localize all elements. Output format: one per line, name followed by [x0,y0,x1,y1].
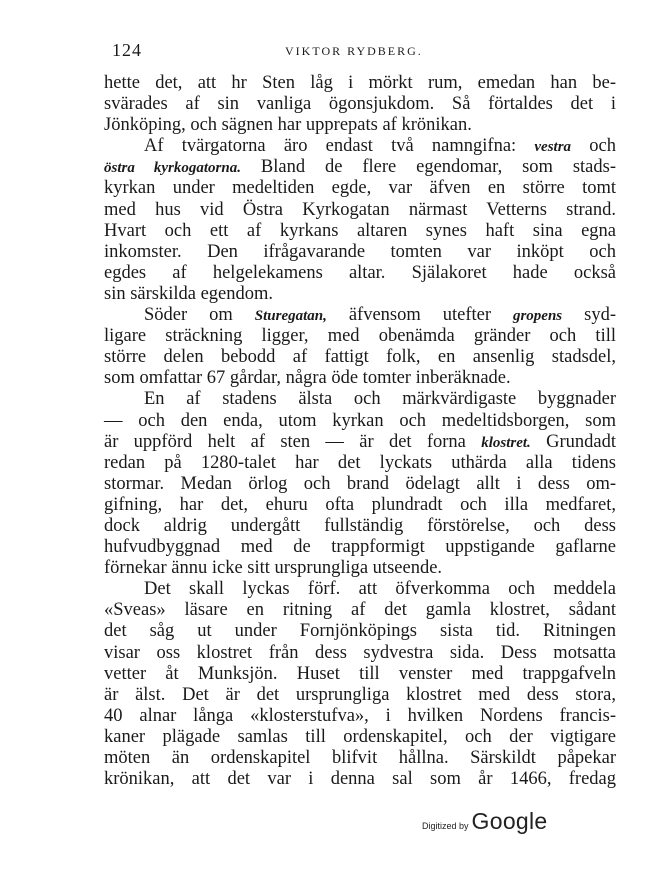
text-line: Det skall lyckas förf. att öfverkomma och meddela [144,579,616,600]
text-line: Söder om Sturegatan, äfvensom utefter gropens syd- [144,305,616,326]
text-line: gifning, har det, ehuru ofta plundradt och illa medfaret, [104,494,616,515]
text-line: hette det, att hr Sten låg i mörkt rum, emedan han be- [104,73,616,93]
text-line: möten än ordenskapitel blifvit hållna. Särskildt påpekar [104,748,616,768]
text-line: förnekar ännu icke sitt ursprungliga utseende. [104,558,443,579]
text-line: inkomster. Den ifrågavarande tomten var inköpt och [104,241,616,262]
emphasis: klostret. [481,434,531,451]
text-line: — och den enda, utom kyrkan och medeltidsborgen, som [104,410,616,431]
text-line: med hus vid Östra Kyrkogatan närmast Vetterns strand. [104,199,616,220]
text-line: östra kyrkogatorna. Bland de flere egendomar, som stads- [104,157,616,178]
text-line: visar oss klostret från dess sydvestra sida. Dess motsatta [104,642,616,663]
text-line: hufvudbyggnad med de trappformigt uppstigande gaflarne [104,537,616,558]
page-number: 124 [112,40,142,60]
google-wordmark: Google [471,808,548,834]
digitized-by-label: Digitized by [422,821,469,831]
text-line: större delen bebodd af fattigt folk, en ansenlig stadsdel, [104,347,616,368]
emphasis: Sturegatan, [254,308,327,325]
text-line: Af tvärgatorna äro endast två namngifna: vestra och [144,136,616,157]
text-line: 40 alnar långa «klosterstufva», i hvilken Nordens francis- [104,705,616,726]
text-line: egdes af helgelekamens altar. Själakoret hade också [104,262,616,283]
emphasis: östra kyrkogatorna. [104,160,241,177]
text-line: är uppförd helt af sten — är det forna klostret. Grundadt [104,431,616,452]
text-line: «Sveas» läsare en ritning af det gamla klostret, sådant [104,600,616,621]
text-line: ligare sträckning ligger, med obenämda gränder och till [104,326,616,347]
text-line: En af stadens älsta och märkvärdigaste byggnader [144,389,616,410]
text-line: kyrkan under medeltiden egde, var äfven en större tomt [104,178,616,199]
text-line: redan på 1280-talet har det lyckats uthärda alla tidens [104,452,616,473]
emphasis: vestra [534,139,572,156]
text-line: sin särskilda egendom. [104,283,274,304]
text-line: kaner plägade samlas till ordenskapitel, och der vigtigare [104,726,616,747]
text-line: vetter åt Munksjön. Huset till venster med trappgafveln [104,663,616,684]
text-line: som omfattar 67 gårdar, några öde tomter inberäknade. [104,368,511,389]
text-line: dock aldrig undergått fullständig förstörelse, och dess [104,515,616,536]
digitized-by-google-mark [422,808,548,835]
text-line: är älst. Det är det ursprungliga klostret med dess stora, [104,684,616,705]
text-line: Hvart och ett af kyrkans altaren synes haft sina egna [104,220,616,241]
text-line: stormar. Medan örlog och brand ödelagt allt i dess om- [104,473,616,494]
text-line: krönikan, att det var i denna sal som år 1466, fredag [104,769,616,790]
text-line: Jönköping, och sägnen har upprepats af krönikan. [104,115,472,136]
text-line: svärades af sin vanliga ögonsjukdom. Så förtaldes det i [104,94,616,115]
running-head: VIKTOR RYDBERG. [285,44,423,58]
text-line: det såg ut under Fornjönköpings sista tid. Ritningen [104,621,616,642]
body-text [104,73,616,790]
emphasis: gropens [512,308,563,325]
